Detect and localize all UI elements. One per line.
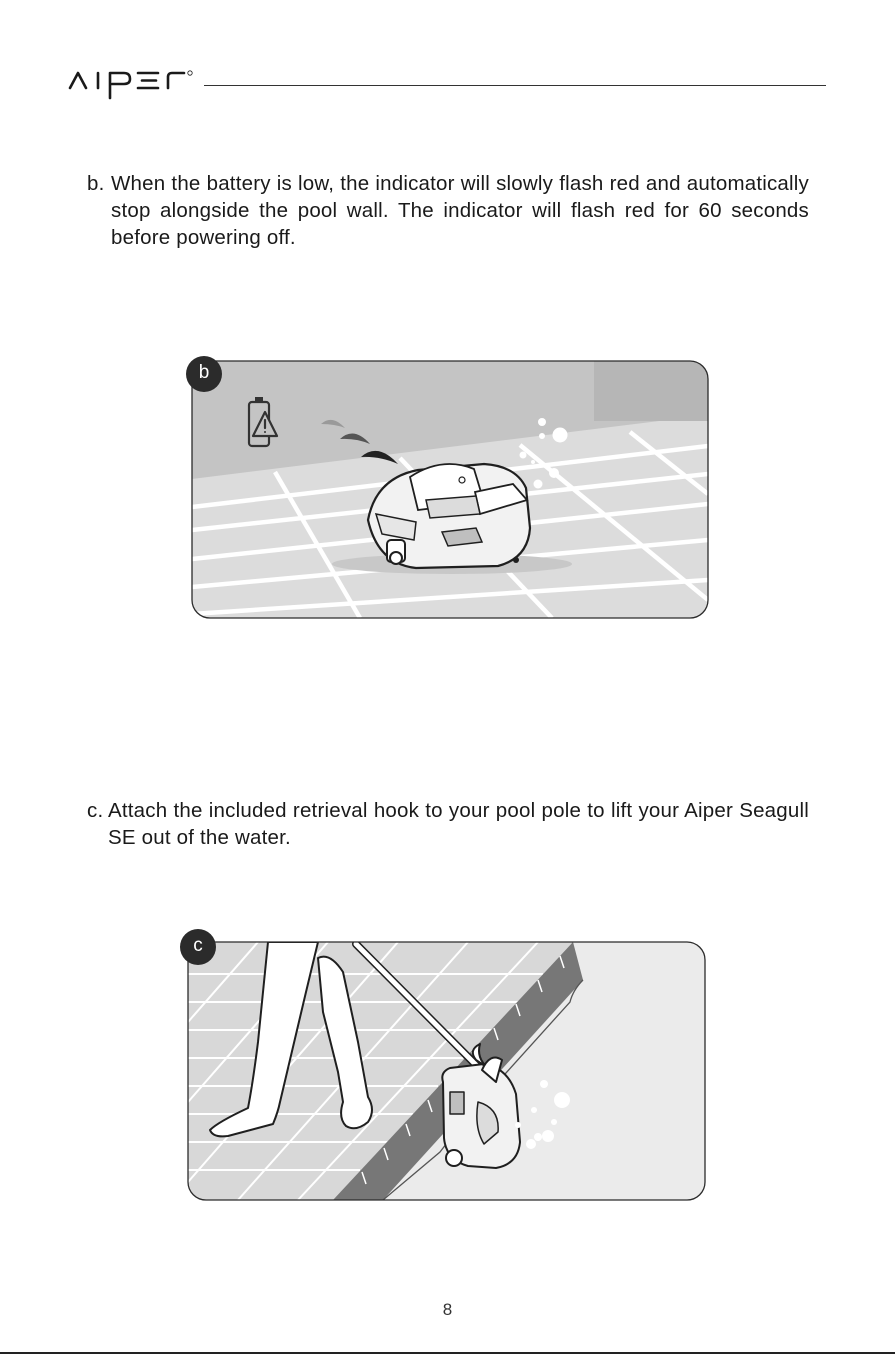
illustration-retrieval-hook [178,932,708,1204]
step-c-paragraph [87,797,809,853]
step-text: When the battery is low, the indicator will slowly flash red and automatically stop alongside the pool wall. The indicator will flash red for 60 seconds before powering off. [111,172,809,249]
page-number: 8 [442,1300,453,1319]
step-letter: c. [87,799,104,822]
step-b-paragraph [87,170,809,251]
page-header [0,0,895,120]
step-text: Attach the included retrieval hook to your pool pole to lift your Aiper Seagull SE out of the water. [108,799,809,849]
aiper-logo [68,68,198,104]
header-rule [204,85,826,86]
illustration-low-battery-stop [180,352,712,622]
figure-label-badge: c [180,929,216,965]
footer-rule [0,1352,895,1354]
step-letter: b. [87,172,105,195]
figure-label-badge: b [186,356,222,392]
